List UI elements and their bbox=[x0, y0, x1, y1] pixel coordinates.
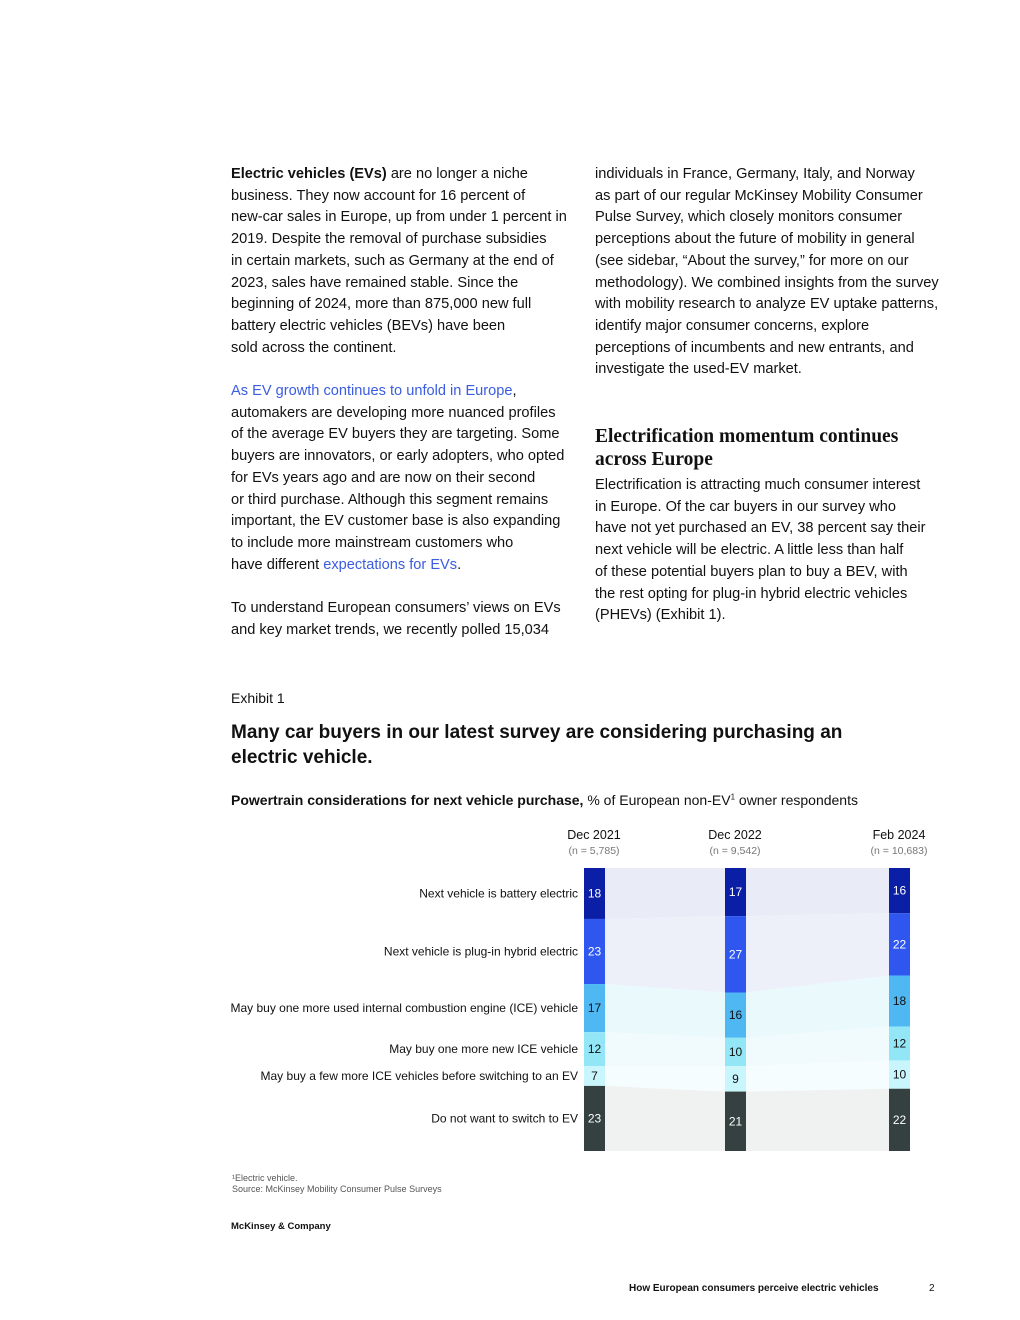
data-label: 22 bbox=[892, 937, 907, 952]
intro-lead: Electric vehicles (EVs) bbox=[231, 166, 387, 182]
growth-line: to include more mainstream customers who bbox=[231, 534, 514, 551]
data-label: 12 bbox=[892, 1036, 907, 1051]
exhibit-title: Many car buyers in our latest survey are considering purchasing an electric vehicle. bbox=[231, 722, 843, 768]
data-label: 9 bbox=[732, 1071, 739, 1086]
data-label: 16 bbox=[728, 1008, 743, 1023]
growth-line: important, the EV customer base is also expanding bbox=[231, 513, 561, 530]
intro-line: are no longer a niche bbox=[390, 166, 528, 182]
survey-line: individuals in France, Germany, Italy, and Norway bbox=[595, 166, 915, 182]
survey-line: perceptions of incumbents and new entrants, and bbox=[595, 339, 914, 356]
heading-line: Electrification momentum continues bbox=[595, 426, 899, 448]
growth-line: for EVs years ago and are now on their second bbox=[231, 469, 536, 486]
electrification-line: (PHEVs) (Exhibit 1). bbox=[595, 607, 726, 624]
data-label: 21 bbox=[728, 1114, 743, 1129]
series-label: Next vehicle is battery electric bbox=[419, 886, 578, 901]
chart-subtitle-unit: % of European non-EV bbox=[583, 792, 731, 808]
series-label: May buy one more used internal combustion engine (ICE) vehicle bbox=[230, 1001, 578, 1016]
heading-line: across Europe bbox=[595, 449, 713, 471]
data-label: 17 bbox=[587, 1001, 602, 1016]
intro-line: battery electric vehicles (BEVs) have been bbox=[231, 317, 506, 334]
page-number: 2 bbox=[929, 1283, 935, 1294]
growth-line: automakers are developing more nuanced profiles bbox=[231, 404, 556, 421]
intro-line: business. They now account for 16 percent of bbox=[231, 187, 526, 204]
survey-line: (see sidebar, “About the survey,” for more on our bbox=[595, 252, 909, 269]
intro-line: sold across the continent. bbox=[231, 339, 397, 356]
data-label: 23 bbox=[587, 944, 602, 959]
flow-band bbox=[605, 1086, 725, 1151]
column-header: Dec 2022 bbox=[708, 828, 762, 842]
sample-size: (n = 5,785) bbox=[568, 845, 620, 857]
series-label: Do not want to switch to EV bbox=[431, 1111, 578, 1126]
sample-size: (n = 9,542) bbox=[709, 845, 761, 857]
series-label: May buy one more new ICE vehicle bbox=[389, 1042, 578, 1057]
data-label: 18 bbox=[892, 994, 907, 1009]
data-label: 7 bbox=[591, 1069, 598, 1084]
flow-band bbox=[746, 1089, 889, 1151]
survey-line: Pulse Survey, which closely monitors consumer bbox=[595, 209, 903, 226]
growth-line: of the average EV buyers they are targeting. Some bbox=[231, 426, 560, 443]
electrification-line: of these potential buyers plan to buy a BEV, with bbox=[595, 563, 908, 580]
survey-line: with mobility research to analyze EV uptake patterns, bbox=[595, 296, 939, 313]
survey-line: methodology). We combined insights from the survey bbox=[595, 274, 939, 291]
chart-subtitle-end: owner respondents bbox=[735, 792, 858, 808]
flow-band bbox=[605, 1032, 725, 1066]
growth-period: . bbox=[457, 556, 462, 573]
growth-line: or third purchase. Although this segment remains bbox=[231, 491, 549, 508]
growth-line: buyers are innovators, or early adopters, who opted bbox=[231, 448, 565, 465]
data-label: 27 bbox=[728, 947, 743, 962]
intro-line: 2023, sales have remained stable. Since the bbox=[231, 274, 519, 291]
survey-line: as part of our regular McKinsey Mobility Consumer bbox=[595, 187, 923, 204]
survey-line: identify major consumer concerns, explore bbox=[595, 317, 870, 334]
data-label: 23 bbox=[587, 1111, 602, 1126]
column-header: Feb 2024 bbox=[872, 828, 926, 842]
electrification-line: next vehicle will be electric. A little less than half bbox=[595, 542, 904, 559]
electrification-line: in Europe. Of the car buyers in our survey who bbox=[595, 498, 896, 515]
data-label: 10 bbox=[892, 1067, 907, 1082]
sample-size: (n = 10,683) bbox=[870, 845, 928, 857]
growth-line-prefix: have different bbox=[231, 556, 320, 573]
intro-line: beginning of 2024, more than 875,000 new full bbox=[231, 296, 532, 313]
flow-band bbox=[605, 868, 725, 919]
chart-subtitle-bold: Powertrain considerations for next vehicle purchase, bbox=[231, 792, 584, 808]
footer-title: How European consumers perceive electric vehicles bbox=[629, 1283, 879, 1294]
brand-label: McKinsey & Company bbox=[231, 1221, 331, 1232]
intro-line: 2019. Despite the removal of purchase subsidies bbox=[231, 231, 547, 248]
data-label: 22 bbox=[892, 1112, 907, 1127]
growth-comma: , bbox=[512, 383, 517, 400]
series-label: Next vehicle is plug-in hybrid electric bbox=[383, 944, 578, 959]
exhibit-label: Exhibit 1 bbox=[231, 690, 285, 706]
electrification-line: have not yet purchased an EV, 38 percent say their bbox=[595, 520, 926, 537]
method-line: and key market trends, we recently polled 15,034 bbox=[231, 621, 549, 638]
intro-line: new-car sales in Europe, up from under 1 percent in bbox=[231, 209, 567, 226]
expectations-link[interactable]: expectations for EVs bbox=[323, 556, 458, 573]
intro-line: in certain markets, such as Germany at the end of bbox=[231, 252, 554, 269]
data-label: 18 bbox=[587, 886, 602, 901]
ev-growth-link[interactable]: As EV growth continues to unfold in Europe bbox=[231, 383, 513, 400]
data-label: 16 bbox=[892, 883, 907, 898]
survey-line: perceptions about the future of mobility in general bbox=[595, 231, 915, 248]
electrification-line: Electrification is attracting much consumer interest bbox=[595, 477, 921, 494]
survey-line: investigate the used-EV market. bbox=[595, 361, 802, 378]
electrification-line: the rest opting for plug-in hybrid electric vehicles bbox=[595, 585, 908, 602]
flow-band bbox=[746, 868, 889, 916]
footnote-ev: ¹Electric vehicle. bbox=[232, 1173, 298, 1183]
series-label: May buy a few more ICE vehicles before switching to an EV bbox=[260, 1069, 578, 1084]
column-header: Dec 2021 bbox=[567, 828, 621, 842]
flow-band bbox=[605, 984, 725, 1038]
data-label: 10 bbox=[728, 1044, 743, 1059]
data-label: 17 bbox=[728, 885, 743, 900]
data-label: 12 bbox=[587, 1042, 602, 1057]
method-line: To understand European consumers’ views on EVs bbox=[231, 600, 561, 617]
footnote-source: Source: McKinsey Mobility Consumer Pulse Surveys bbox=[232, 1184, 442, 1194]
flow-band bbox=[605, 916, 725, 992]
chart-subtitle-footnote-mark: 1 bbox=[730, 792, 736, 802]
